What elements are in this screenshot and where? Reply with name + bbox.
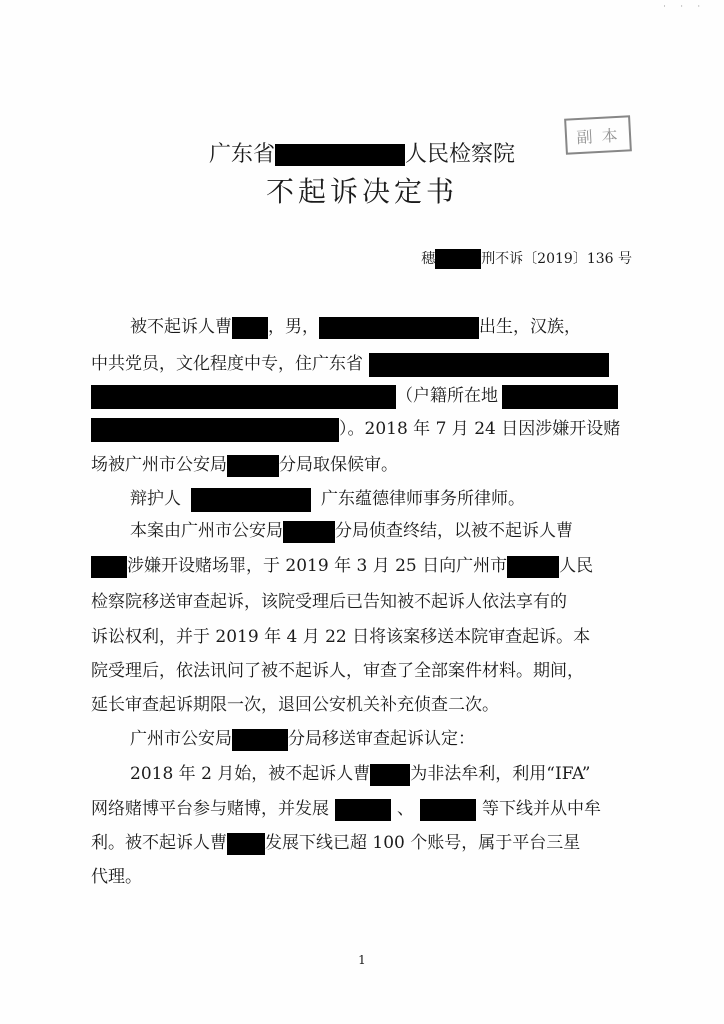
body-line: [130, 484, 525, 512]
redaction: [370, 764, 410, 786]
body-line: [91, 551, 593, 578]
body-line: 检察院移送审查起诉，该院受理后已告知被不起诉人依法享有的: [91, 592, 567, 612]
text: 发展下线已超 100 个账号，属于平台三星: [265, 833, 581, 853]
redaction: [91, 556, 127, 578]
redaction: [502, 385, 618, 409]
body-line: 院受理后，依法讯问了被不起诉人，审查了全部案件材料。期间，: [91, 661, 584, 681]
body-line: [91, 794, 601, 821]
redaction: [420, 799, 476, 821]
body-line: [130, 312, 581, 339]
text: 分局移送审查起诉认定：: [288, 729, 475, 749]
docnum-prefix: 穗: [421, 251, 436, 267]
redaction: [232, 317, 268, 339]
body-line: [130, 759, 591, 786]
text: 出生，汉族，: [479, 317, 581, 337]
copy-stamp: 副 本: [564, 115, 632, 154]
redaction: [319, 317, 479, 339]
text: 广州市公安局: [130, 729, 232, 749]
body-line: [91, 450, 398, 477]
body-line: [130, 516, 573, 543]
redaction: [283, 521, 335, 543]
text: 利。被不起诉人曹: [91, 833, 227, 853]
body-line: [91, 349, 609, 377]
text: 2018 年 2 月始，被不起诉人曹: [130, 764, 371, 784]
authority-suffix: 人民检察院: [405, 142, 516, 167]
body-line: 诉讼权利，并于 2019 年 4 月 22 日将该案移送本院审查起诉。本: [91, 627, 591, 647]
text: 网络赌博平台参与赌博，并发展: [91, 799, 329, 819]
authority-prefix: 广东省: [208, 142, 275, 167]
redaction: [227, 455, 279, 477]
redaction: [91, 418, 339, 442]
body-line: 代理。: [91, 867, 142, 887]
page-number: 1: [358, 953, 366, 967]
body-line: [91, 828, 580, 855]
body-line: 延长审查起诉期限一次，退回公安机关补充侦查二次。: [91, 695, 499, 715]
document-title: 不起诉决定书: [265, 175, 458, 208]
text: ，男，: [268, 317, 319, 337]
text: 分局侦查终结，以被不起诉人曹: [335, 521, 573, 541]
text: 涉嫌开设赌场罪，于 2019 年 3 月 25 日向广州市: [127, 556, 508, 576]
redaction: [369, 353, 609, 377]
text: 场被广州市公安局: [91, 455, 227, 475]
body-line: [91, 414, 620, 442]
text: 分局取保候审。: [279, 455, 398, 475]
text: 被不起诉人曹: [130, 317, 232, 337]
redaction: [91, 385, 396, 409]
text: 为非法牟利，利用“IFA”: [410, 764, 591, 784]
body-line: [130, 724, 475, 751]
redaction: [275, 144, 405, 166]
text: 辩护人: [130, 489, 181, 509]
redaction: [335, 799, 391, 821]
text: 广东蕴德律师事务所律师。: [321, 489, 525, 509]
docnum-suffix: 刑不诉〔2019〕136 号: [481, 251, 632, 267]
redaction: [435, 249, 481, 269]
document-number: [421, 248, 632, 269]
text: 人民: [559, 556, 594, 576]
issuing-authority: [0, 137, 724, 168]
text: 中共党员，文化程度中专，住广东省: [91, 354, 363, 374]
text: （户籍所在地: [396, 386, 498, 406]
text: 等下线并从中牟: [482, 799, 601, 819]
redaction: [191, 488, 311, 512]
redaction: [227, 833, 265, 855]
text: 本案由广州市公安局: [130, 521, 283, 541]
redaction: [232, 729, 288, 751]
text: 、: [397, 799, 414, 819]
text: ）。2018 年 7 月 24 日因涉嫌开设赌: [339, 419, 621, 439]
scan-mark: · · ·: [663, 2, 706, 11]
redaction: [507, 556, 559, 578]
body-line: [91, 381, 618, 409]
